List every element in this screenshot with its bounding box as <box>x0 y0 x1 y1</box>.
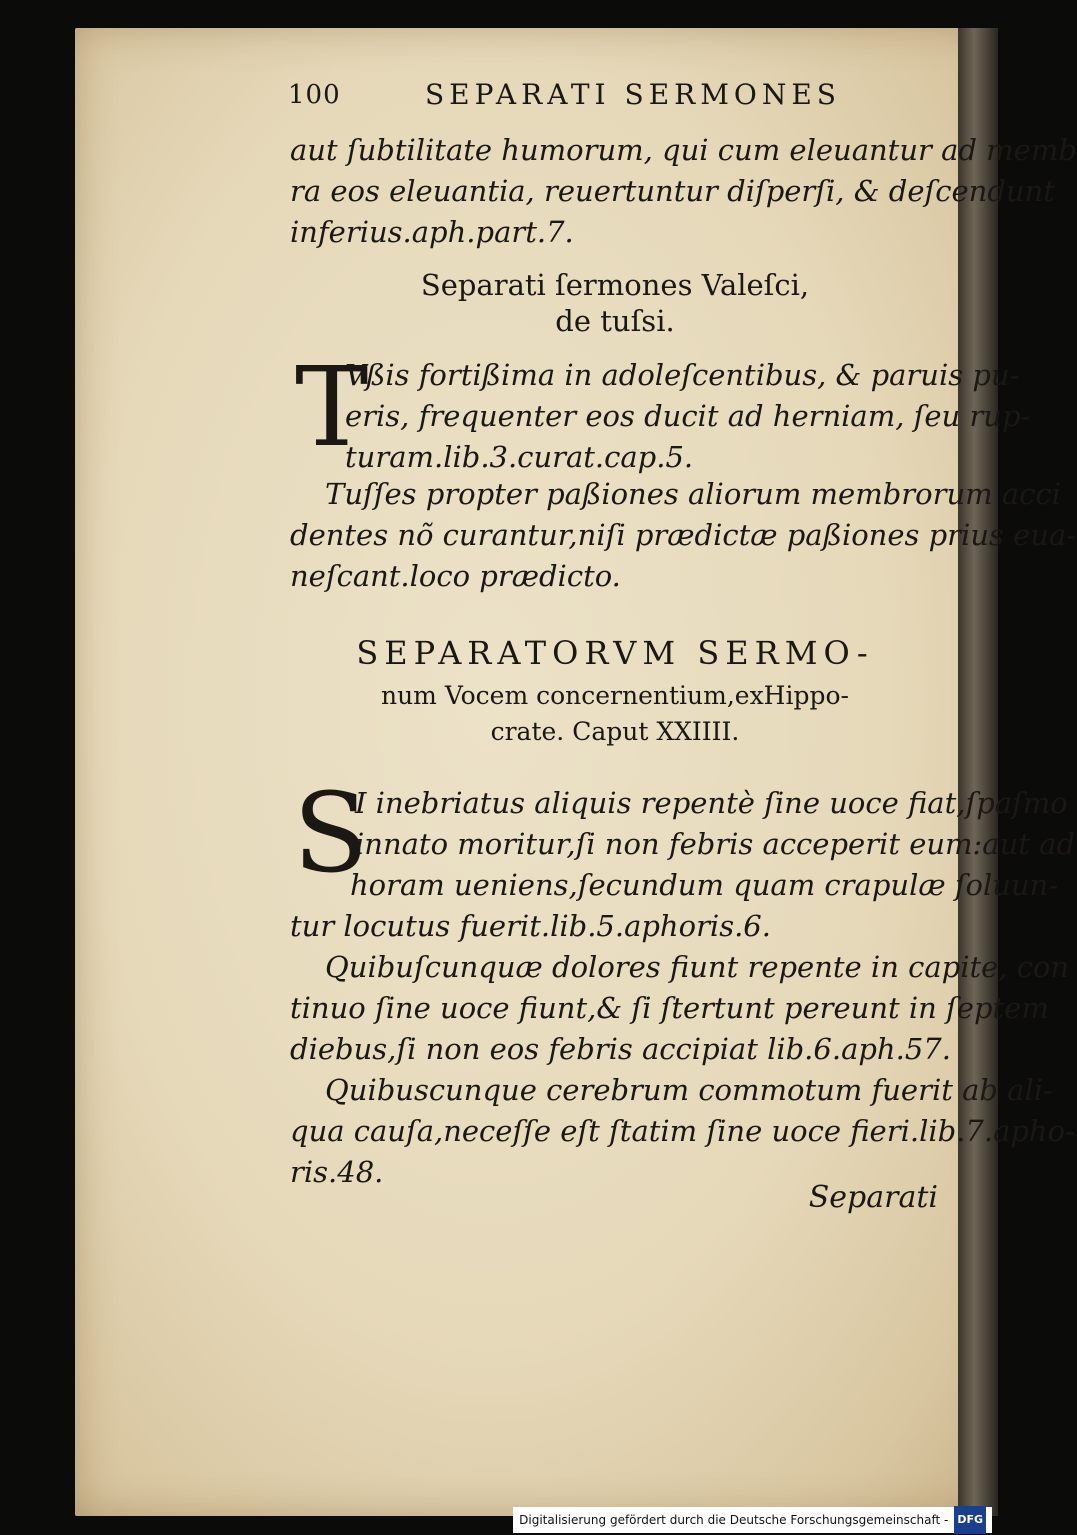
text-line: tur locutus fuerit.lib.5.aphoris.6. <box>290 909 771 943</box>
text-line: innato moritur,ſi non febris acceperit eum:aut ad <box>355 827 1076 861</box>
chapter-title: SEPARATORVM SERMO- <box>356 634 874 672</box>
text-line: eris, frequenter eos ducit ad herniam, ſeu rup- <box>345 399 1031 433</box>
page-number: 100 <box>288 80 341 110</box>
text-line: ra eos eleuantia, reuertuntur diſperſi, & deſcendunt <box>290 174 1055 208</box>
chapter-subtitle: crate. Caput XXIIII. <box>490 717 740 746</box>
text-line: Vßis fortißima in adoleſcentibus, & paruis pu- <box>345 358 1020 392</box>
text-line: inferius.aph.part.7. <box>290 215 574 249</box>
running-head: SEPARATI SERMONES <box>425 78 841 111</box>
chapter-subtitle: num Vocem concernentium,exHippo- <box>380 681 849 710</box>
catchword: Separati <box>808 1180 938 1215</box>
text-line: qua cauſa,neceſſe eſt ſtatim ſine uoce fieri.lib.7.apho- <box>290 1114 1075 1148</box>
page-gutter <box>958 28 998 1516</box>
digitization-credit <box>513 1507 992 1533</box>
text-line: Quibuscunque cerebrum commotum fuerit ab ali- <box>325 1073 1053 1107</box>
text-line: turam.lib.3.curat.cap.5. <box>345 440 694 474</box>
text-line: diebus,ſi non eos febris accipiat lib.6.aph.57. <box>290 1032 951 1066</box>
text-line: dentes nõ curantur,niſi prædictæ paßiones prius eua- <box>290 518 1077 552</box>
text-line: Tuſſes propter paßiones aliorum membrorum acci <box>325 477 1061 511</box>
text-line: neſcant.loco prædicto. <box>290 559 621 593</box>
text-line: I inebriatus aliquis repentè ſine uoce fiat,ſpaſmo <box>355 786 1068 820</box>
text-line: Quibuſcunquæ dolores fiunt repente in capite, con <box>325 950 1070 984</box>
drop-cap: T <box>295 343 369 471</box>
text-line: horam ueniens,ſecundum quam crapulæ ſoluun- <box>350 868 1059 902</box>
dfg-logo-icon: DFG <box>954 1506 986 1534</box>
section-title: Separati ſermones Valeſci, <box>420 268 810 302</box>
text-line: aut ſubtilitate humorum, qui cum eleuantur ad memb <box>290 133 1077 167</box>
drop-cap: S <box>293 769 369 897</box>
text-line: tinuo ſine uoce fiunt,& ſi ſtertunt pereunt in ſeptem <box>290 991 1049 1025</box>
credit-text: Digitalisierung gefördert durch die Deutsche Forschungsgemeinschaft - <box>519 1513 949 1527</box>
section-title: de tuſsi. <box>555 304 675 338</box>
text-line: ris.48. <box>290 1155 384 1189</box>
